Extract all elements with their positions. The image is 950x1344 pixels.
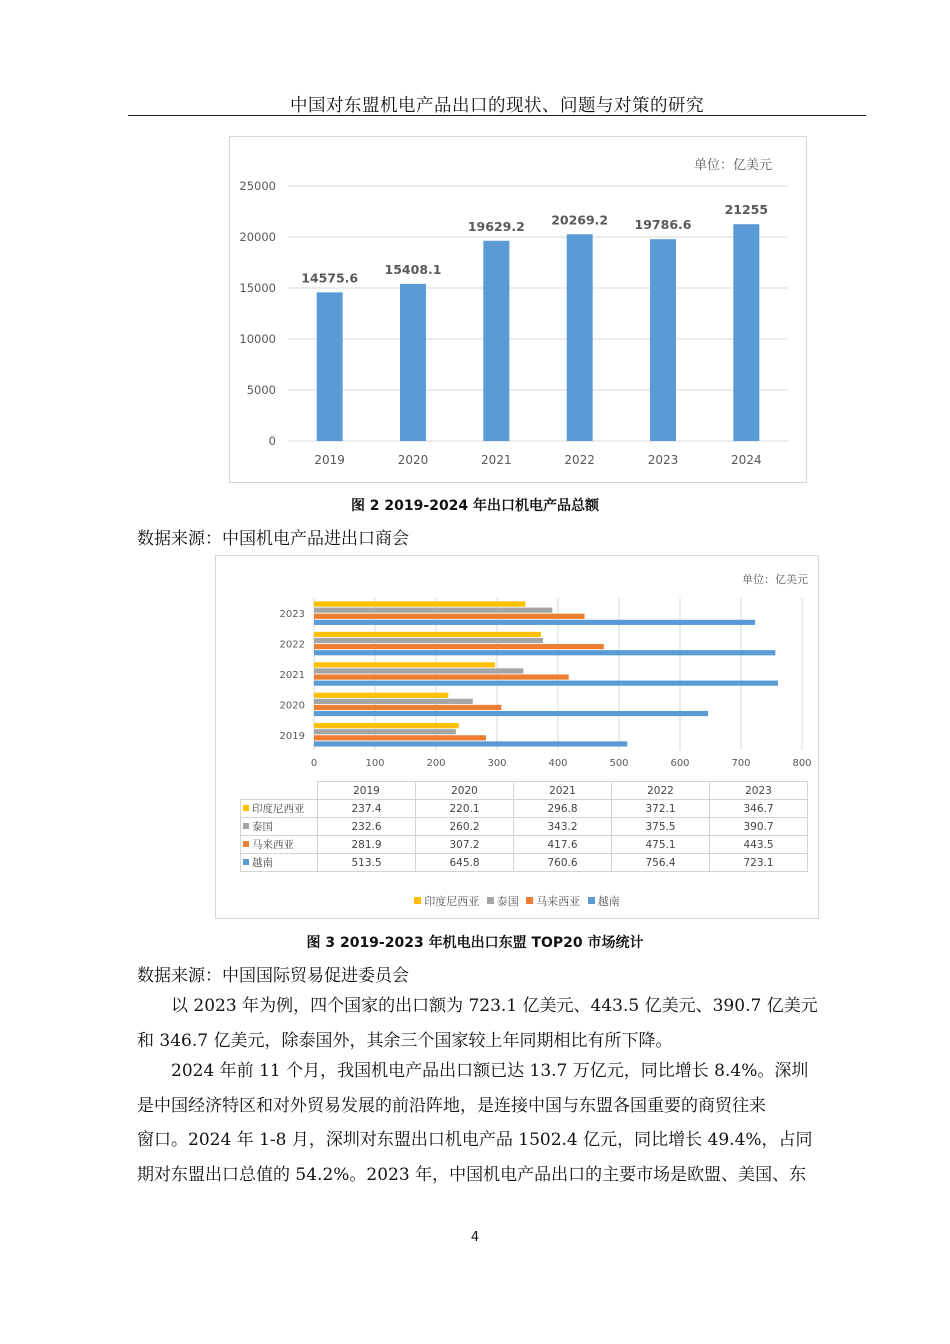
- body-paragraph-2: [137, 1054, 861, 1192]
- bar: [314, 699, 473, 704]
- text-line: 窗口。2024 年 1-8 月，深圳对东盟出口机电产品 1502.4 亿元，同比增长 49.4%，占同: [137, 1130, 813, 1150]
- table-cell: 375.5: [612, 818, 710, 836]
- bar: [314, 601, 525, 606]
- legend-swatch-icon: [243, 859, 249, 865]
- bar: [314, 705, 501, 710]
- bar: [650, 239, 676, 441]
- table-cell: 645.8: [416, 854, 514, 872]
- legend-label: 泰国: [496, 895, 519, 908]
- data-label: 21255: [724, 202, 769, 218]
- y-tick-label: 2019: [279, 730, 305, 742]
- x-tick-label: 100: [365, 758, 385, 769]
- x-tick-label: 400: [548, 758, 568, 769]
- table-cell: 346.7: [710, 800, 808, 818]
- legend-swatch-icon: [243, 805, 249, 811]
- y-tick-label: 2023: [279, 609, 305, 621]
- figure-3-chart: [215, 555, 819, 919]
- bar: [317, 292, 343, 441]
- bar: [314, 668, 523, 673]
- table-header-cell: 2022: [612, 782, 710, 800]
- bar: [314, 674, 569, 679]
- table-cell: 260.2: [416, 818, 514, 836]
- table-cell: 513.5: [318, 854, 416, 872]
- bar: [314, 650, 775, 655]
- legend-label: 马来西亚: [536, 895, 581, 908]
- table-cell: 390.7: [710, 818, 808, 836]
- x-tick-label: 500: [609, 758, 629, 769]
- text-line: 期对东盟出口总值的 54.2%。2023 年，中国机电产品出口的主要市场是欧盟、美国、东: [137, 1164, 807, 1185]
- bar: [314, 681, 778, 686]
- data-label: 19786.6: [634, 217, 692, 233]
- figure-2-chart: [229, 136, 807, 483]
- table-cell: 443.5: [710, 836, 808, 854]
- y-tick-label: 10000: [239, 332, 276, 346]
- legend-item: [588, 893, 620, 909]
- table-row-label: [241, 800, 318, 818]
- series-name: 越南: [252, 857, 273, 869]
- series-name: 印度尼西亚: [252, 803, 305, 815]
- table-row-label: [241, 836, 318, 854]
- page-number: 4: [470, 1230, 480, 1245]
- table-cell: 220.1: [416, 800, 514, 818]
- x-tick-label: 2023: [647, 453, 679, 467]
- legend-label: 越南: [597, 895, 620, 908]
- x-tick-label: 0: [310, 758, 318, 769]
- bar: [314, 608, 552, 613]
- table-row-label: [241, 818, 318, 836]
- table-header-row: [241, 782, 808, 800]
- table-cell: 343.2: [514, 818, 612, 836]
- body-paragraph-1: [137, 989, 861, 1058]
- series-name: 泰国: [252, 821, 273, 833]
- text-line: 和 346.7 亿美元，除泰国外，其余三个国家较上年同期相比有所下降。: [137, 1030, 673, 1051]
- table-cell: 756.4: [612, 854, 710, 872]
- legend-swatch-icon: [243, 841, 249, 847]
- y-tick-label: 25000: [239, 179, 276, 193]
- x-tick-label: 700: [731, 758, 751, 769]
- bar: [314, 711, 708, 716]
- legend-swatch-icon: [526, 897, 533, 904]
- bar: [314, 638, 543, 643]
- bar: [314, 644, 604, 649]
- table-cell: 296.8: [514, 800, 612, 818]
- x-tick-label: 2020: [397, 453, 429, 467]
- table-cell: 237.4: [318, 800, 416, 818]
- table-row: [241, 800, 808, 818]
- x-tick-label: 2022: [564, 453, 595, 467]
- text-line: 以 2023 年为例，四个国家的出口额为 723.1 亿美元、443.5 亿美元、390.7 亿美元: [171, 996, 818, 1016]
- table-cell: 372.1: [612, 800, 710, 818]
- y-tick-label: 15000: [239, 281, 276, 295]
- bar: [483, 241, 509, 441]
- bar: [314, 632, 541, 637]
- bar: [314, 620, 755, 625]
- legend-swatch-icon: [588, 897, 595, 904]
- bar: [733, 224, 759, 441]
- x-tick-label: 2019: [314, 453, 345, 467]
- figure-3-legend: [216, 893, 818, 909]
- x-tick-label: 2024: [731, 453, 762, 467]
- bar: [314, 723, 459, 728]
- y-tick-label: 2020: [279, 700, 305, 712]
- y-tick-label: 5000: [246, 383, 276, 397]
- table-row: [241, 854, 808, 872]
- legend-item: [526, 893, 580, 909]
- table-cell: 232.6: [318, 818, 416, 836]
- unit-label: 单位：亿美元: [742, 573, 808, 586]
- text-line: 2024 年前 11 个月，我国机电产品出口额已达 13.7 万亿元，同比增长 8.4%。深圳: [171, 1061, 809, 1081]
- figure-3-caption: 图 3 2019-2023 年机电出口东盟 TOP20 市场统计: [306, 935, 644, 951]
- bar: [314, 693, 448, 698]
- figure-2-source: 数据来源：中国机电产品进出口商会: [137, 529, 409, 549]
- y-tick-label: 2021: [279, 670, 305, 681]
- legend-swatch-icon: [243, 823, 249, 829]
- table-corner-cell: [241, 782, 318, 800]
- bar: [314, 729, 456, 734]
- table-cell: 307.2: [416, 836, 514, 854]
- table-header-cell: 2020: [416, 782, 514, 800]
- y-tick-label: 2022: [279, 639, 305, 651]
- x-tick-label: 2021: [481, 453, 512, 467]
- legend-label: 印度尼西亚: [424, 895, 480, 908]
- data-label: 15408.1: [384, 261, 442, 277]
- x-tick-label: 800: [792, 758, 812, 769]
- figure-2-caption: 图 2 2019-2024 年出口机电产品总额: [350, 498, 600, 514]
- figure-3-data-table: [240, 781, 808, 872]
- legend-swatch-icon: [414, 897, 421, 904]
- table-cell: 417.6: [514, 836, 612, 854]
- legend-swatch-icon: [487, 897, 494, 904]
- header-rule: [128, 115, 866, 116]
- table-row-label: [241, 854, 318, 872]
- table-cell: 281.9: [318, 836, 416, 854]
- x-tick-label: 600: [670, 758, 690, 769]
- table-cell: 475.1: [612, 836, 710, 854]
- data-label: 19629.2: [467, 218, 525, 234]
- data-label: 14575.6: [301, 270, 359, 286]
- table-cell: 723.1: [710, 854, 808, 872]
- y-tick-label: 0: [268, 434, 276, 448]
- unit-label: 单位：亿美元: [693, 158, 772, 173]
- table-row: [241, 818, 808, 836]
- running-head: 中国对东盟机电产品出口的现状、问题与对策的研究: [290, 96, 704, 116]
- bar: [314, 735, 486, 740]
- bar: [400, 284, 426, 441]
- bar: [314, 662, 495, 667]
- table-header-cell: 2019: [318, 782, 416, 800]
- x-tick-label: 300: [487, 758, 507, 769]
- bar: [567, 234, 593, 441]
- legend-item: [414, 893, 479, 909]
- table-header-cell: 2023: [710, 782, 808, 800]
- table-cell: 760.6: [514, 854, 612, 872]
- figure-3-source: 数据来源：中国国际贸易促进委员会: [137, 966, 409, 986]
- y-tick-label: 20000: [239, 230, 276, 244]
- x-tick-label: 200: [426, 758, 446, 769]
- series-name: 马来西亚: [252, 839, 294, 851]
- figure-2-svg: [230, 137, 806, 482]
- data-label: 20269.2: [551, 212, 609, 228]
- table-header-cell: 2021: [514, 782, 612, 800]
- legend-item: [487, 893, 519, 909]
- bar: [314, 741, 627, 746]
- bar: [314, 614, 585, 619]
- table-row: [241, 836, 808, 854]
- text-line: 是中国经济特区和对外贸易发展的前沿阵地，是连接中国与东盟各国重要的商贸往来: [137, 1095, 766, 1116]
